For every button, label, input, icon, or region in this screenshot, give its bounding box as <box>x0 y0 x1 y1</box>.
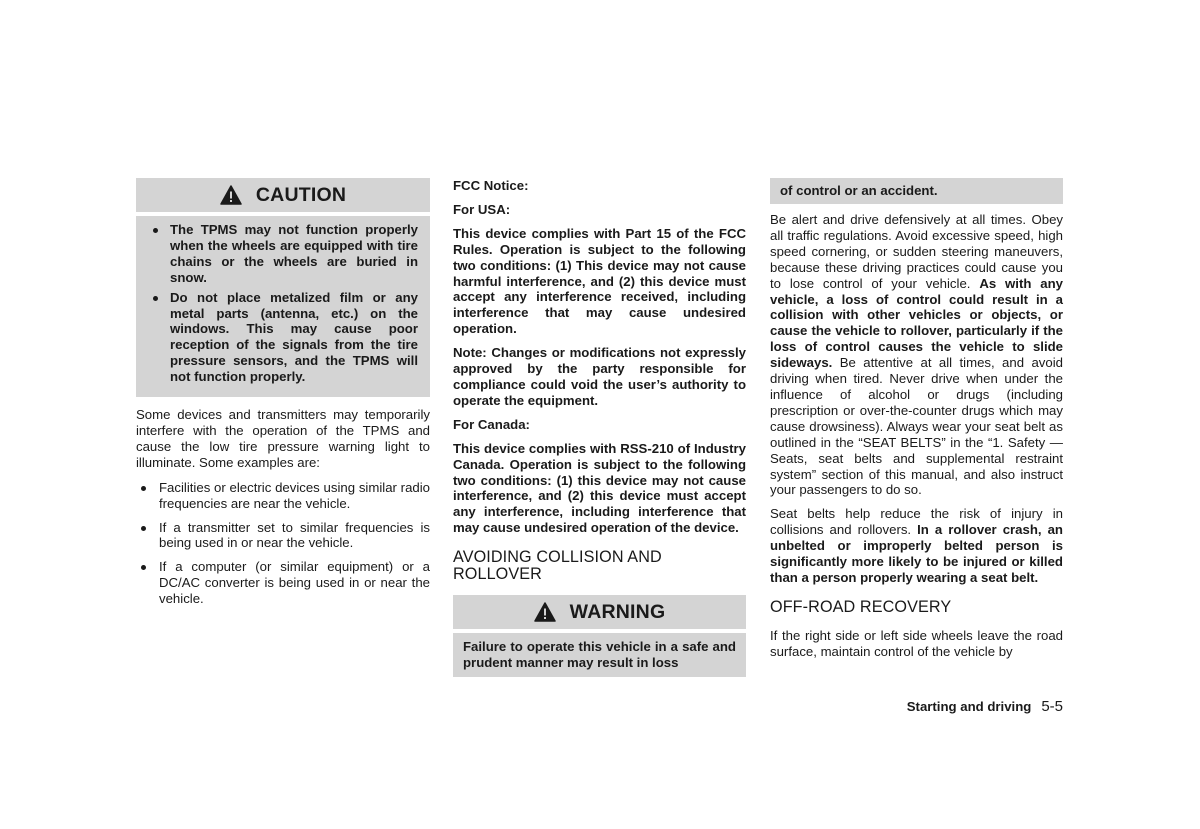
text-run: Be attentive at all times, and avoid driving when tired. Never drive when under the influence of alcohol or drugs (including prescription or over-the-counter drugs which may cause drowsiness). Always wear your seat belt as outlined in the “SEAT BELTS” in the “1. Safety — Seats, seat belts and supplemental restraint system” section of this manual, and also instruct your passengers to do so. <box>770 355 1063 498</box>
caution-item: The TPMS may not function properly when the wheels are equipped with tire chains or the wheels are buried in snow. <box>148 222 418 286</box>
warning-triangle-icon <box>220 185 242 205</box>
caution-header <box>136 178 430 212</box>
warning-title: WARNING <box>569 600 666 623</box>
usa-compliance-text: This device complies with Part 15 of the FCC Rules. Operation is subject to the following two conditions: (1) This device may not cause harmful interference, and (2) this device must accept any interference received, including interference that may cause undesired operation. <box>453 225 746 337</box>
warning-continuation-box <box>770 178 1063 204</box>
list-item: If a transmitter set to similar frequencies is being used in or near the vehicle. <box>136 520 430 552</box>
for-canada-heading: For Canada: <box>453 416 530 432</box>
canada-compliance-text: This device complies with RSS-210 of Industry Canada. Operation is subject to the following two conditions: (1) this device may not cause interference, and (2) this device must accept any interference, including interference that may cause undesired operation of the device. <box>453 440 746 536</box>
seat-belt-paragraph <box>770 506 1063 586</box>
page-number: 5-5 <box>1041 698 1063 715</box>
caution-body <box>136 216 430 397</box>
text-run: Be alert and drive defensively at all times. Obey all traffic regulations. Avoid excessive speed, high speed cornering, or sudden steering maneuvers, because these driving practices could cause you to lose control of your vehicle. <box>770 212 1063 291</box>
warning-text: Failure to operate this vehicle in a safe and prudent manner may result in loss <box>463 639 736 671</box>
text-run: Seat belts help reduce the risk of injury in collisions and rollovers. <box>770 506 1063 538</box>
text-run-bold: In a rollover crash, an unbelted or improperly belted person is significantly more likely to be injured or killed than a person properly wearing a seat belt. <box>770 522 1063 585</box>
caution-item: Do not place metalized film or any metal parts (antenna, etc.) on the windows. This may cause poor reception of the signals from the tire pressure sensors, and the TPMS will not function properly. <box>148 290 418 385</box>
section-heading-offroad: OFF-ROAD RECOVERY <box>770 597 952 616</box>
warning-body <box>453 633 746 677</box>
warning-box <box>453 595 746 677</box>
footer-section-title: Starting and driving <box>906 699 1032 714</box>
list-item: Facilities or electric devices using similar radio frequencies are near the vehicle. <box>136 480 430 512</box>
page-footer <box>770 698 1063 715</box>
text-run-bold: As with any vehicle, a loss of control could result in a collision with other vehicles or objects, or cause the vehicle to rollover, particularly if the loss of control causes the vehicle to slide sideways. <box>770 275 1064 371</box>
caution-list <box>148 222 418 385</box>
fcc-notice-heading: FCC Notice: <box>453 178 529 193</box>
note-text: Note: Changes or modifications not expressly approved by the party responsible for compliance could void the user’s authority to operate the equipment. <box>453 345 746 408</box>
caution-title: CAUTION <box>255 183 347 206</box>
column-left <box>136 178 430 615</box>
offroad-recovery-text: If the right side or left side wheels leave the road surface, maintain control of the vehicle by <box>770 627 1063 659</box>
list-item: If a computer (or similar equipment) or a DC/AC converter is being used in or near the vehicle. <box>136 559 430 607</box>
tpms-interference-intro: Some devices and transmitters may temporarily interfere with the operation of the TPMS and cause the low tire pressure warning light to illuminate. Some examples are: <box>136 407 430 470</box>
warning-continuation-text: of control or an accident. <box>780 183 938 198</box>
column-middle <box>453 178 746 677</box>
section-heading-collision: AVOIDING COLLISION AND ROLLOVER <box>453 548 662 584</box>
defensive-driving-paragraph <box>770 212 1063 498</box>
warning-triangle-icon <box>534 602 556 622</box>
column-right <box>770 178 1063 660</box>
warning-header <box>453 595 746 629</box>
for-usa-heading: For USA: <box>453 201 511 217</box>
caution-box <box>136 178 430 397</box>
examples-list <box>136 480 430 607</box>
